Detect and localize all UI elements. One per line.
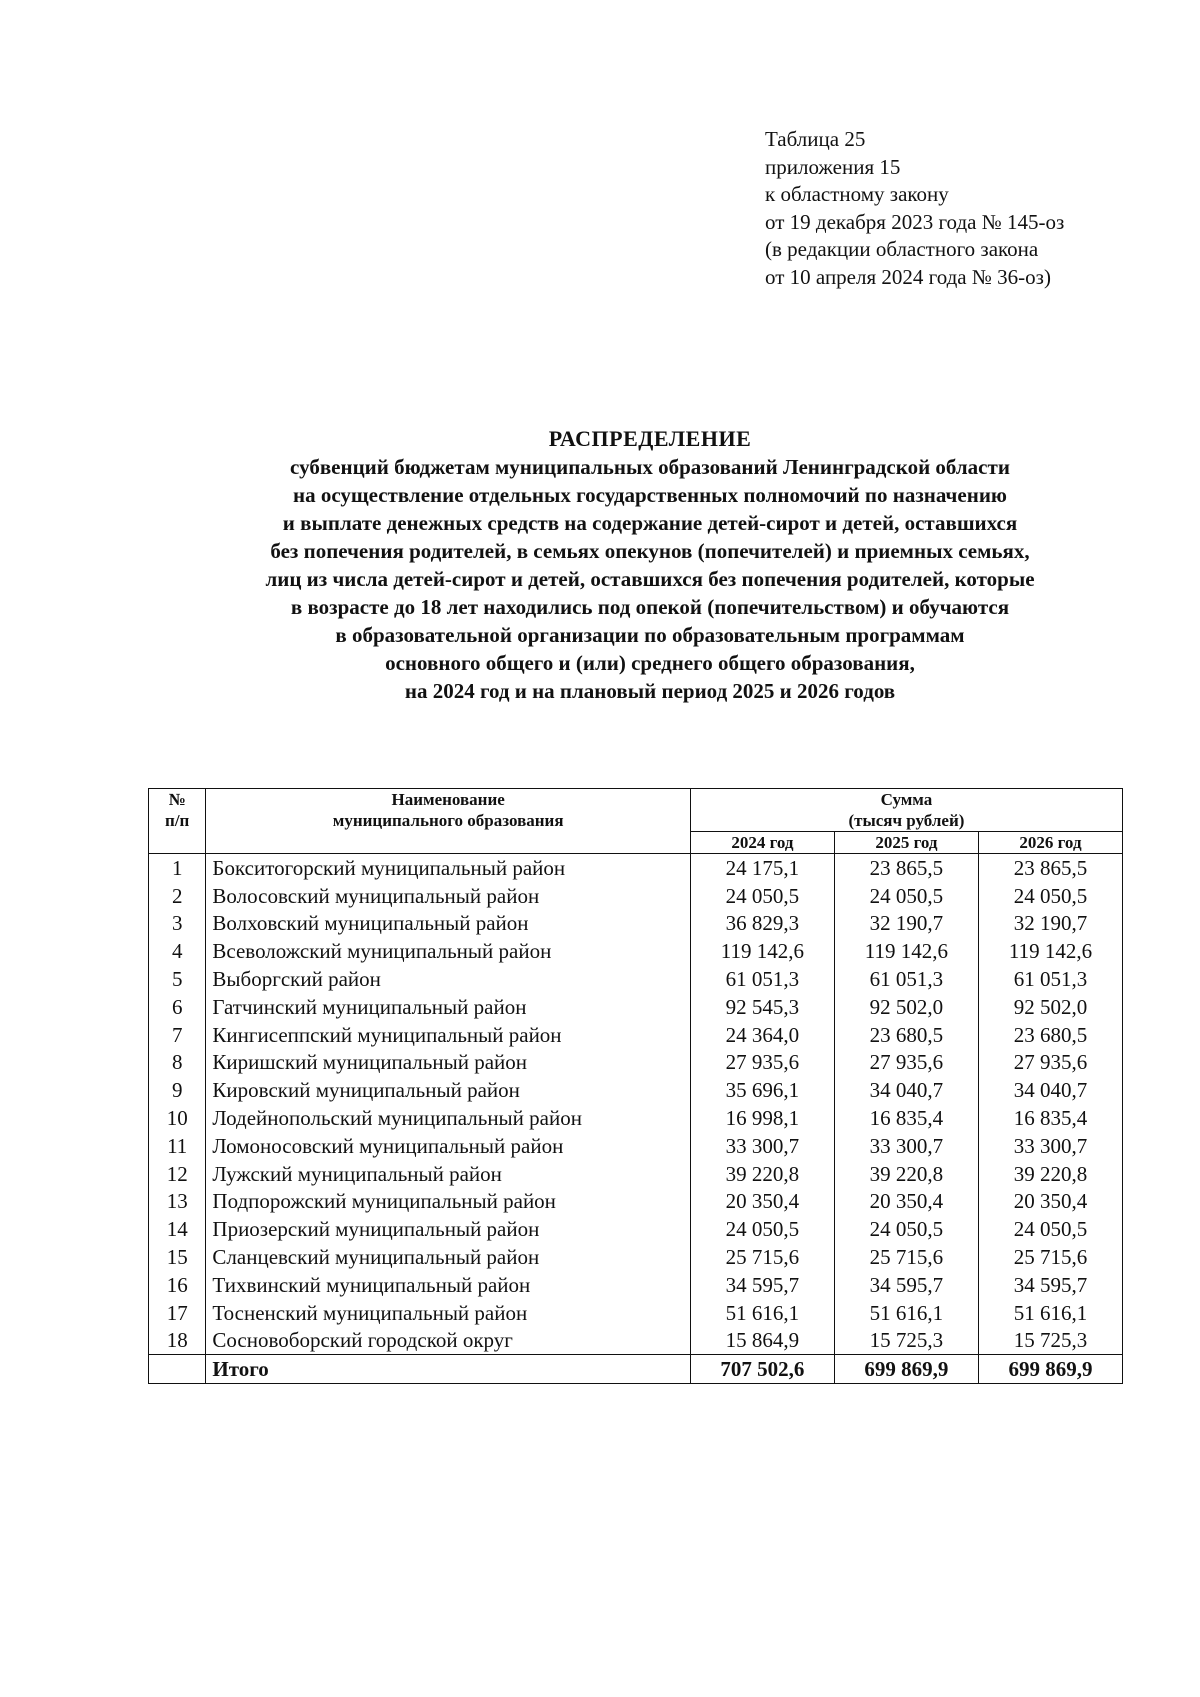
row-value-2024: 24 175,1 [690, 854, 834, 882]
header-name-line2: муниципального образования [332, 811, 564, 830]
table-row [149, 1021, 1123, 1049]
row-value-2026: 27 935,6 [978, 1049, 1122, 1077]
table-row [149, 1104, 1123, 1132]
row-num: 5 [149, 965, 206, 993]
row-num: 17 [149, 1299, 206, 1327]
row-num: 7 [149, 1021, 206, 1049]
title-line: и выплате денежных средств на содержание детей-сирот и детей, оставшихся [282, 511, 1018, 535]
row-value-2026: 24 050,5 [978, 882, 1122, 910]
row-name: Приозерский муниципальный район [206, 1215, 690, 1243]
table-header-row [149, 789, 1123, 832]
row-num: 18 [149, 1327, 206, 1355]
table-row [149, 1243, 1123, 1271]
title-line: без попечения родителей, в семьях опекунов (попечителей) и приемных семьях, [270, 539, 1030, 563]
row-value-2025: 24 050,5 [834, 1215, 978, 1243]
row-value-2025: 39 220,8 [834, 1160, 978, 1188]
row-num: 14 [149, 1215, 206, 1243]
total-value-2024: 707 502,6 [690, 1355, 834, 1384]
header-name [206, 789, 690, 854]
appendix-line: от 10 апреля 2024 года № 36-оз) [765, 264, 1051, 289]
row-value-2026: 32 190,7 [978, 910, 1122, 938]
header-year-2025: 2025 год [834, 832, 978, 854]
row-value-2025: 25 715,6 [834, 1243, 978, 1271]
row-value-2024: 35 696,1 [690, 1076, 834, 1104]
title-line: на осуществление отдельных государственных полномочий по назначению [293, 483, 1007, 507]
row-value-2026: 16 835,4 [978, 1104, 1122, 1132]
table-row [149, 1049, 1123, 1077]
appendix-line: Таблица 25 [765, 127, 866, 151]
row-value-2024: 24 364,0 [690, 1021, 834, 1049]
row-value-2025: 27 935,6 [834, 1049, 978, 1077]
row-num: 10 [149, 1104, 206, 1132]
row-value-2026: 20 350,4 [978, 1188, 1122, 1216]
appendix-line: приложения 15 [765, 154, 901, 179]
row-num: 13 [149, 1188, 206, 1216]
row-value-2024: 16 998,1 [690, 1104, 834, 1132]
row-name: Волосовский муниципальный район [206, 882, 690, 910]
row-value-2025: 34 040,7 [834, 1076, 978, 1104]
row-value-2026: 33 300,7 [978, 1132, 1122, 1160]
row-value-2025: 119 142,6 [834, 937, 978, 965]
row-value-2026: 25 715,6 [978, 1243, 1122, 1271]
row-num: 1 [149, 854, 206, 882]
row-num: 6 [149, 993, 206, 1021]
row-value-2026: 24 050,5 [978, 1215, 1122, 1243]
table-row [149, 882, 1123, 910]
row-value-2026: 51 616,1 [978, 1299, 1122, 1327]
header-year-2024: 2024 год [690, 832, 834, 854]
table-row [149, 854, 1123, 882]
row-value-2026: 23 680,5 [978, 1021, 1122, 1049]
row-value-2025: 23 865,5 [834, 854, 978, 882]
row-value-2024: 36 829,3 [690, 910, 834, 938]
row-name: Кингисеппский муниципальный район [206, 1021, 690, 1049]
row-value-2026: 119 142,6 [978, 937, 1122, 965]
row-value-2024: 33 300,7 [690, 1132, 834, 1160]
row-value-2025: 61 051,3 [834, 965, 978, 993]
row-value-2025: 20 350,4 [834, 1188, 978, 1216]
appendix-reference [765, 126, 1064, 291]
table-row [149, 993, 1123, 1021]
table-row [149, 1188, 1123, 1216]
table-row [149, 910, 1123, 938]
row-num: 12 [149, 1160, 206, 1188]
table-row [149, 1271, 1123, 1299]
table-row [149, 1160, 1123, 1188]
title-line: лиц из числа детей-сирот и детей, оставшихся без попечения родителей, которые [265, 567, 1035, 591]
title-line: основного общего и (или) среднего общего образования, [385, 651, 915, 675]
table-row [149, 1215, 1123, 1243]
row-value-2026: 15 725,3 [978, 1327, 1122, 1355]
row-name: Ломоносовский муниципальный район [206, 1132, 690, 1160]
row-value-2026: 34 595,7 [978, 1271, 1122, 1299]
appendix-line: к областному закону [765, 182, 949, 206]
row-name: Лодейнопольский муниципальный район [206, 1104, 690, 1132]
header-num-line2: п/п [165, 811, 190, 830]
row-value-2024: 92 545,3 [690, 993, 834, 1021]
header-num-line1: № [168, 790, 186, 809]
row-value-2024: 20 350,4 [690, 1188, 834, 1216]
header-sum [690, 789, 1122, 832]
row-value-2024: 119 142,6 [690, 937, 834, 965]
row-num: 11 [149, 1132, 206, 1160]
row-value-2026: 39 220,8 [978, 1160, 1122, 1188]
total-value-2025: 699 869,9 [834, 1355, 978, 1384]
row-value-2024: 27 935,6 [690, 1049, 834, 1077]
row-value-2024: 34 595,7 [690, 1271, 834, 1299]
row-num: 16 [149, 1271, 206, 1299]
row-value-2025: 24 050,5 [834, 882, 978, 910]
row-name: Подпорожский муниципальный район [206, 1188, 690, 1216]
row-num: 2 [149, 882, 206, 910]
row-value-2025: 51 616,1 [834, 1299, 978, 1327]
header-sum-line1: Сумма [880, 790, 933, 809]
total-value-2026: 699 869,9 [978, 1355, 1122, 1384]
row-name: Волховский муниципальный район [206, 910, 690, 938]
row-value-2024: 25 715,6 [690, 1243, 834, 1271]
row-num: 3 [149, 910, 206, 938]
table-row [149, 1327, 1123, 1355]
row-name: Тихвинский муниципальный район [206, 1271, 690, 1299]
row-value-2024: 24 050,5 [690, 882, 834, 910]
title-line: субвенций бюджетам муниципальных образований Ленинградской области [290, 455, 1010, 479]
title-heading: РАСПРЕДЕЛЕНИЕ [548, 426, 752, 451]
header-name-line1: Наименование [391, 790, 505, 809]
row-value-2024: 51 616,1 [690, 1299, 834, 1327]
row-name: Всеволожский муниципальный район [206, 937, 690, 965]
row-value-2025: 23 680,5 [834, 1021, 978, 1049]
row-value-2025: 33 300,7 [834, 1132, 978, 1160]
row-value-2025: 16 835,4 [834, 1104, 978, 1132]
table-row [149, 1299, 1123, 1327]
row-value-2026: 23 865,5 [978, 854, 1122, 882]
total-label: Итого [206, 1355, 690, 1384]
table-row [149, 1132, 1123, 1160]
row-num: 4 [149, 937, 206, 965]
row-name: Кировский муниципальный район [206, 1076, 690, 1104]
table-row [149, 937, 1123, 965]
row-value-2026: 34 040,7 [978, 1076, 1122, 1104]
row-name: Киришский муниципальный район [206, 1049, 690, 1077]
distribution-table [148, 788, 1123, 1384]
row-name: Выборгский район [206, 965, 690, 993]
header-year-2026: 2026 год [978, 832, 1122, 854]
row-name: Лужский муниципальный район [206, 1160, 690, 1188]
row-name: Тосненский муниципальный район [206, 1299, 690, 1327]
row-num: 15 [149, 1243, 206, 1271]
row-value-2024: 24 050,5 [690, 1215, 834, 1243]
row-value-2025: 32 190,7 [834, 910, 978, 938]
row-value-2025: 92 502,0 [834, 993, 978, 1021]
table-row [149, 1076, 1123, 1104]
document-title [100, 425, 1200, 705]
header-num [149, 789, 206, 854]
row-name: Гатчинский муниципальный район [206, 993, 690, 1021]
table-row [149, 965, 1123, 993]
row-value-2025: 34 595,7 [834, 1271, 978, 1299]
row-num: 9 [149, 1076, 206, 1104]
row-name: Сланцевский муниципальный район [206, 1243, 690, 1271]
row-num: 8 [149, 1049, 206, 1077]
row-value-2024: 61 051,3 [690, 965, 834, 993]
title-line: на 2024 год и на плановый период 2025 и 2026 годов [404, 679, 896, 703]
row-value-2026: 61 051,3 [978, 965, 1122, 993]
table-total-row [149, 1355, 1123, 1384]
row-name: Сосновоборский городской округ [206, 1327, 690, 1355]
row-value-2026: 92 502,0 [978, 993, 1122, 1021]
total-num [149, 1355, 206, 1384]
row-name: Бокситогорский муниципальный район [206, 854, 690, 882]
title-line: в образовательной организации по образовательным программам [335, 623, 965, 647]
title-line: в возрасте до 18 лет находились под опекой (попечительством) и обучаются [290, 595, 1010, 619]
appendix-line: от 19 декабря 2023 года № 145-оз [765, 209, 1065, 234]
row-value-2025: 15 725,3 [834, 1327, 978, 1355]
row-value-2024: 39 220,8 [690, 1160, 834, 1188]
row-value-2024: 15 864,9 [690, 1327, 834, 1355]
header-sum-line2: (тысяч рублей) [848, 811, 965, 830]
appendix-line: (в редакции областного закона [765, 237, 1039, 261]
